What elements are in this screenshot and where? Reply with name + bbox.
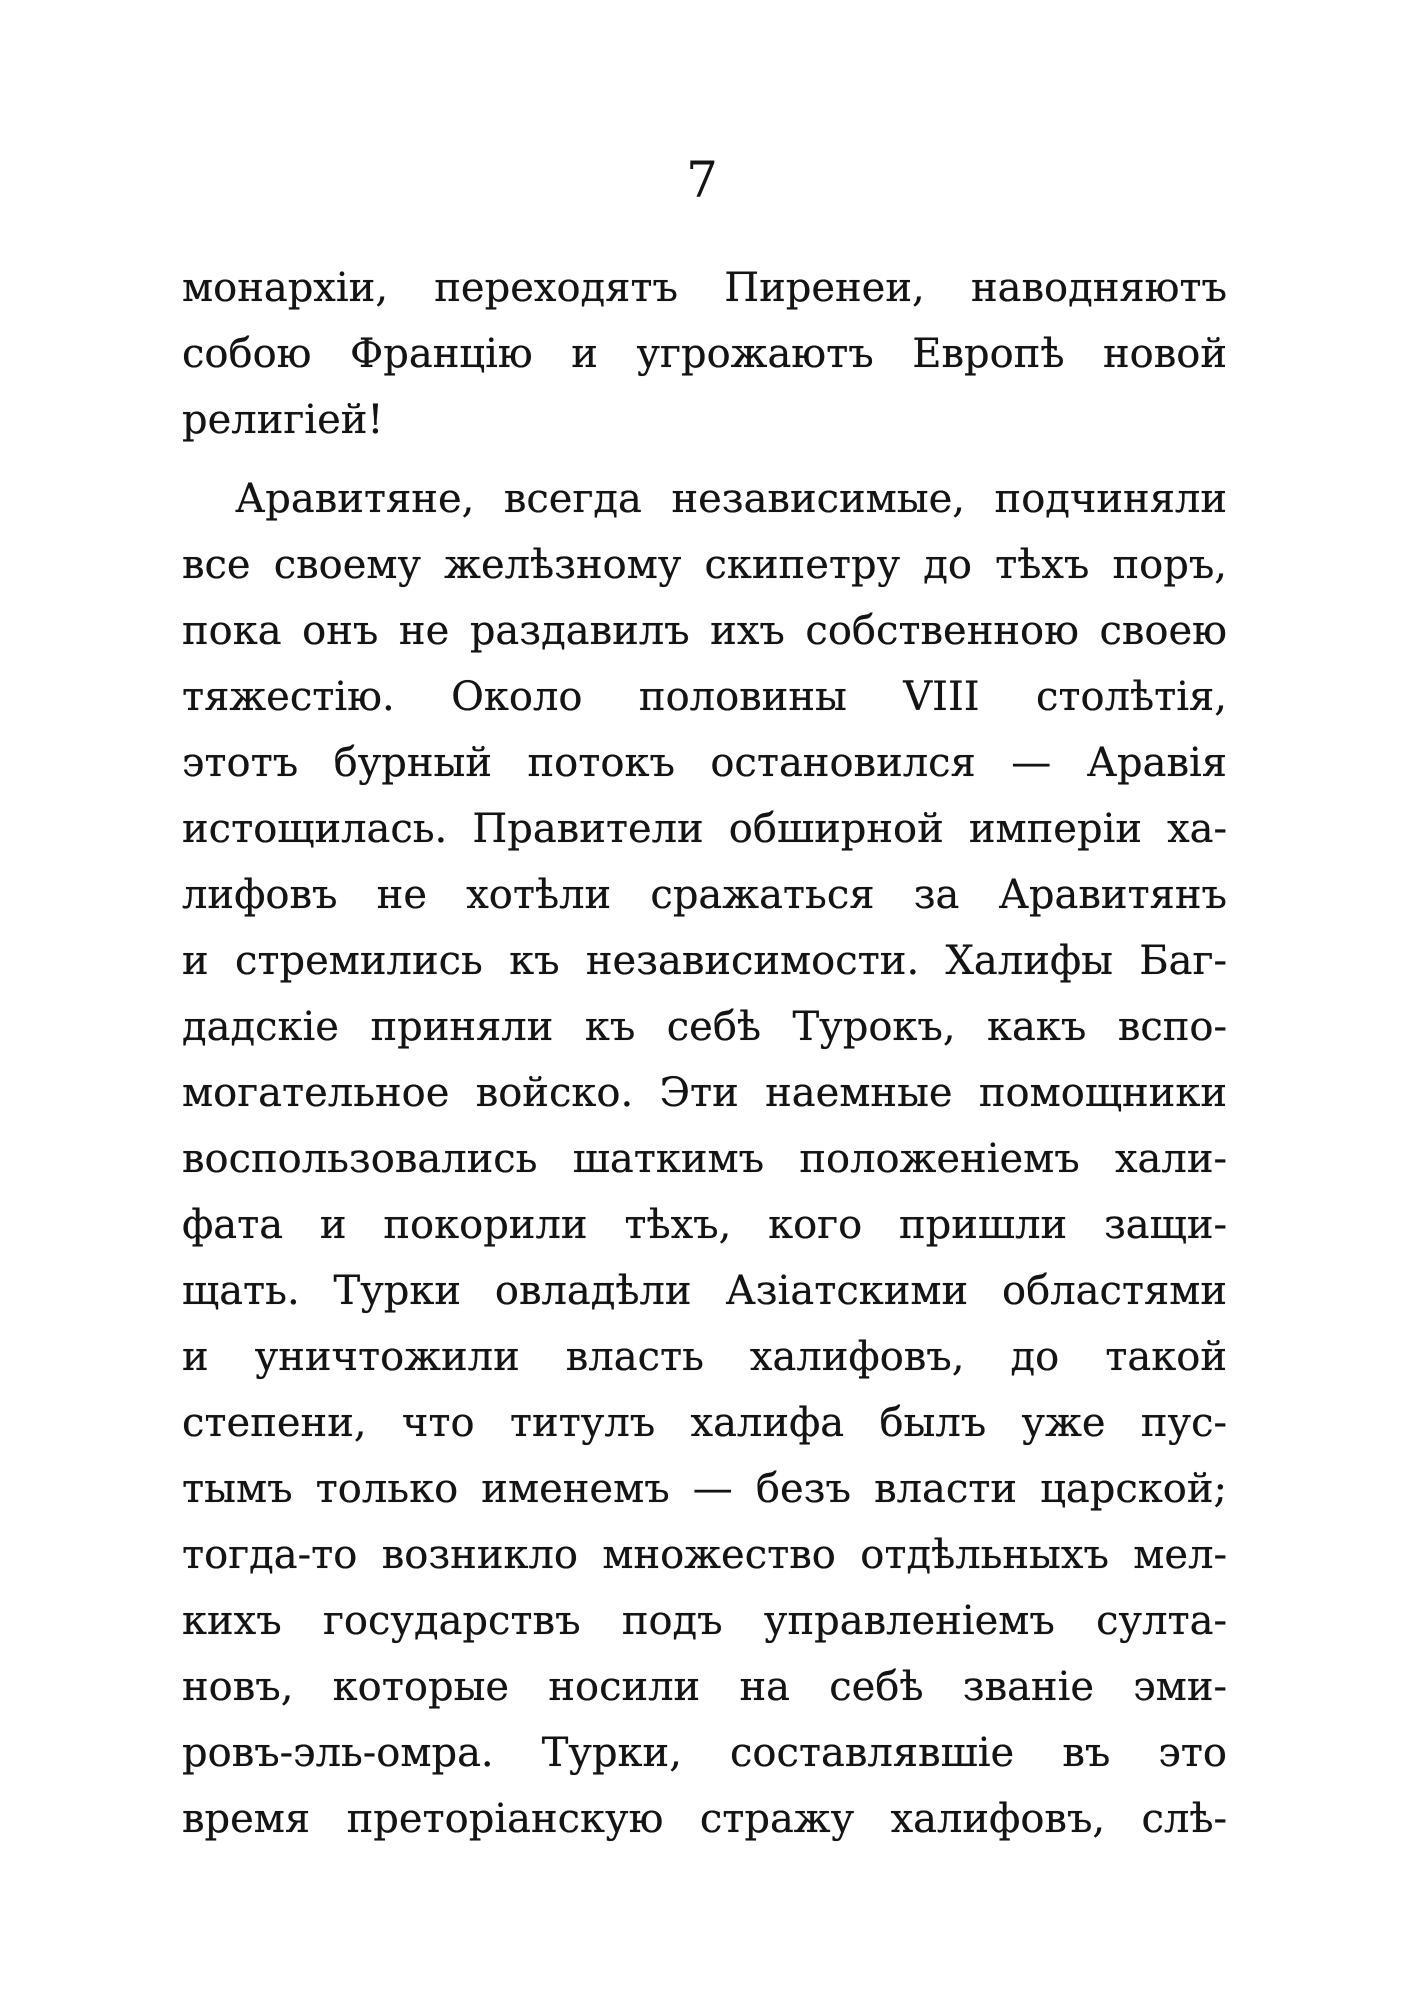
text-line: тымъ только именемъ — безъ власти царской; xyxy=(182,1466,1227,1512)
text-line: все своему желѣзному скипетру до тѣхъ поръ, xyxy=(182,542,1227,588)
text-line: монархіи, переходятъ Пиренеи, наводняютъ xyxy=(182,265,1227,311)
text-line: тогда-то возникло множество отдѣльныхъ мел- xyxy=(182,1532,1227,1578)
text-line: пока онъ не раздавилъ ихъ собственною своею xyxy=(182,608,1227,654)
text-line: ровъ-эль-омра. Турки, составлявшіе въ это xyxy=(182,1730,1227,1776)
text-line: и стремились къ независимости. Халифы Баг- xyxy=(182,938,1227,984)
text-line: время преторіанскую стражу халифовъ, слѣ- xyxy=(182,1796,1227,1842)
text-line: воспользовались шаткимъ положеніемъ хали- xyxy=(182,1136,1227,1182)
text-line: религіей! xyxy=(182,397,384,443)
text-line: Аравитяне, всегда независимые, подчиняли xyxy=(235,476,1227,522)
paragraph-1 xyxy=(182,255,1227,453)
text-line: щать. Турки овладѣли Азіатскими областями xyxy=(182,1268,1227,1314)
text-line: степени, что титулъ халифа былъ уже пус- xyxy=(182,1400,1227,1446)
paragraph-gap xyxy=(182,453,1227,466)
text-line: кихъ государствъ подъ управленіемъ султа- xyxy=(182,1598,1227,1644)
text-line: лифовъ не хотѣли сражаться за Аравитянъ xyxy=(182,872,1227,918)
page-number: 7 xyxy=(686,151,718,209)
paragraph-2 xyxy=(182,466,1227,1852)
body-text xyxy=(182,255,1227,1852)
text-line: истощилась. Правители обширной имперіи ха- xyxy=(182,806,1227,852)
text-line: собою Францію и угрожаютъ Европѣ новой xyxy=(182,331,1227,377)
text-line: новъ, которые носили на себѣ званіе эми- xyxy=(182,1664,1227,1710)
text-line: дадскіе приняли къ себѣ Турокъ, какъ вспо- xyxy=(182,1004,1227,1050)
text-line: этотъ бурный потокъ остановился — Аравія xyxy=(182,740,1227,786)
text-line: и уничтожили власть халифовъ, до такой xyxy=(182,1334,1227,1380)
text-line: могательное войско. Эти наемные помощники xyxy=(182,1070,1227,1116)
text-line: фата и покорили тѣхъ, кого пришли защи- xyxy=(182,1202,1227,1248)
text-line: тяжестію. Около половины VIII столѣтія, xyxy=(182,674,1227,720)
